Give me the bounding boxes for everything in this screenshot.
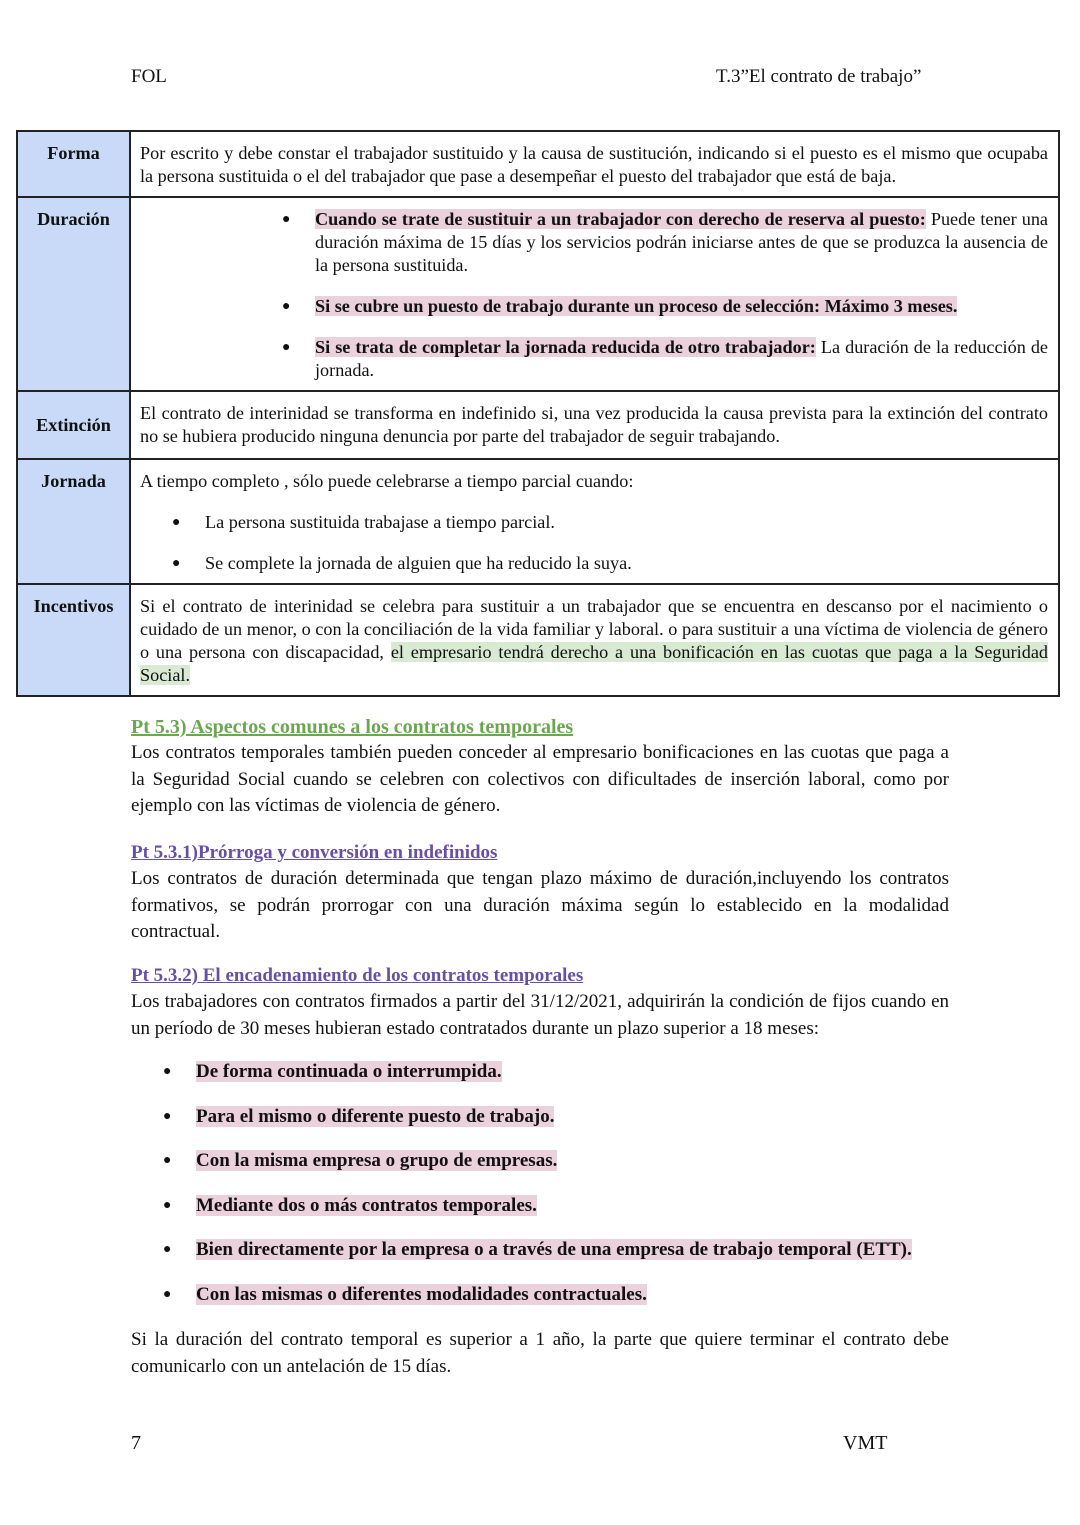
section-aspectos-comunes [131,714,949,820]
row-label-extincion: Extinción [17,391,130,459]
list-item: ● De forma continuada o interrumpida. [163,1059,912,1085]
footer-author: VMT [843,1432,888,1454]
closing-paragraph [131,1327,949,1380]
section-title-5-3[interactable]: Pt 5.3) Aspectos comunes a los contratos temporales [131,716,574,738]
list-item: ● Si se trata de completar la jornada reducida de otro trabajador: La duración de la reducción de jornada. [315,336,1048,382]
table-row-jornada [17,459,1059,584]
forma-text: Por escrito y debe constar el trabajador sustituido y la causa de sustitución, indicando si el puesto es el mismo que ocupaba la persona sustituida o el del trabajador que pase a desempeñar el puesto del trabajador que está de baja. [140,143,1048,186]
list-item: ● Mediante dos o más contratos temporales. [163,1193,912,1219]
table-row-incentivos [17,584,1059,696]
list-item: ● Bien directamente por la empresa o a través de una empresa de trabajo temporal (ETT). [163,1237,912,1263]
jornada-intro: A tiempo completo , sólo puede celebrarse a tiempo parcial cuando: [140,471,634,491]
extincion-text: El contrato de interinidad se transforma en indefinido si, una vez producida la causa prevista para la extinción del contrato no se hubiera producido ninguna denuncia por parte del trabajador de seguir trabajando. [140,403,1048,446]
duracion-list [315,208,1048,382]
table-row-forma [17,131,1059,197]
page-number: 7 [131,1432,141,1454]
jornada-list [205,511,1048,575]
row-label-incentivos: Incentivos [17,584,130,696]
row-content-incentivos [130,584,1059,696]
list-item: ● Con las mismas o diferentes modalidades contractuales. [163,1282,912,1308]
header-topic: T.3”El contrato de trabajo” [716,66,922,87]
list-item: ● Se complete la jornada de alguien que ha reducido la suya. [205,552,1048,575]
section-title-5-3-2[interactable]: Pt 5.3.2) El encadenamiento de los contratos temporales [131,965,584,986]
highlight-bonificacion: el empresario tendrá derecho a una bonificación en las cuotas que paga a la Seguridad Social. [140,642,1048,685]
contract-table [16,130,1060,697]
encadenamiento-list [163,1059,912,1327]
list-item: ● Con la misma empresa o grupo de empresas. [163,1148,912,1174]
row-content-forma [130,131,1059,197]
incentivos-text: Si el contrato de interinidad se celebra para sustituir a un trabajador que se encuentra en descanso por el nacimiento o cuidado de un menor, o con la conciliación de la vida familiar y laboral. o para sustituir a una víctima de violencia de género o una persona con discapacidad, el empresario tendrá derecho a una bonificación en las cuotas que paga a la Seguridad Social. [140,596,1048,685]
table-row-extincion [17,391,1059,459]
row-label-forma: Forma [17,131,130,197]
table-row-duracion [17,197,1059,391]
section-prorroga [131,840,949,946]
header-subject: FOL [131,66,167,87]
row-content-jornada [130,459,1059,584]
row-label-duracion: Duración [17,197,130,391]
list-item: ● Si se cubre un puesto de trabajo durante un proceso de selección: Máximo 3 meses. [315,295,1048,318]
section-text-5-3-2: Los trabajadores con contratos firmados a partir del 31/12/2021, adquirirán la condición de fijos cuando en un período de 30 meses hubieran estado contratados durante un plazo superior a 18 meses: [131,991,949,1039]
section-encadenamiento [131,963,949,1042]
section-text-5-3: Los contratos temporales también pueden conceder al empresario bonificaciones en las cuotas que paga a la Seguridad Social cuando se celebren con colectivos con dificultades de inserción laboral, como por ejemplo con las víctimas de violencia de género. [131,742,949,816]
list-item: ● La persona sustituida trabajase a tiempo parcial. [205,511,1048,534]
row-label-jornada: Jornada [17,459,130,584]
row-content-duracion [130,197,1059,391]
section-text-5-3-1: Los contratos de duración determinada que tengan plazo máximo de duración,incluyendo los contratos formativos, se podrán prorrogar con una duración máxima según lo establecido en la modalidad contractual. [131,868,949,942]
row-content-extincion [130,391,1059,459]
section-title-5-3-1[interactable]: Pt 5.3.1)Prórroga y conversión en indefinidos [131,842,498,863]
list-item: ● Para el mismo o diferente puesto de trabajo. [163,1104,912,1130]
closing-text: Si la duración del contrato temporal es superior a 1 año, la parte que quiere terminar el contrato debe comunicarlo con un antelación de 15 días. [131,1329,949,1377]
list-item: ● Cuando se trate de sustituir a un trabajador con derecho de reserva al puesto: Puede tener una duración máxima de 15 días y los servicios podrán iniciarse antes de que se produzca la ausencia de la persona sustituida. [315,208,1048,277]
